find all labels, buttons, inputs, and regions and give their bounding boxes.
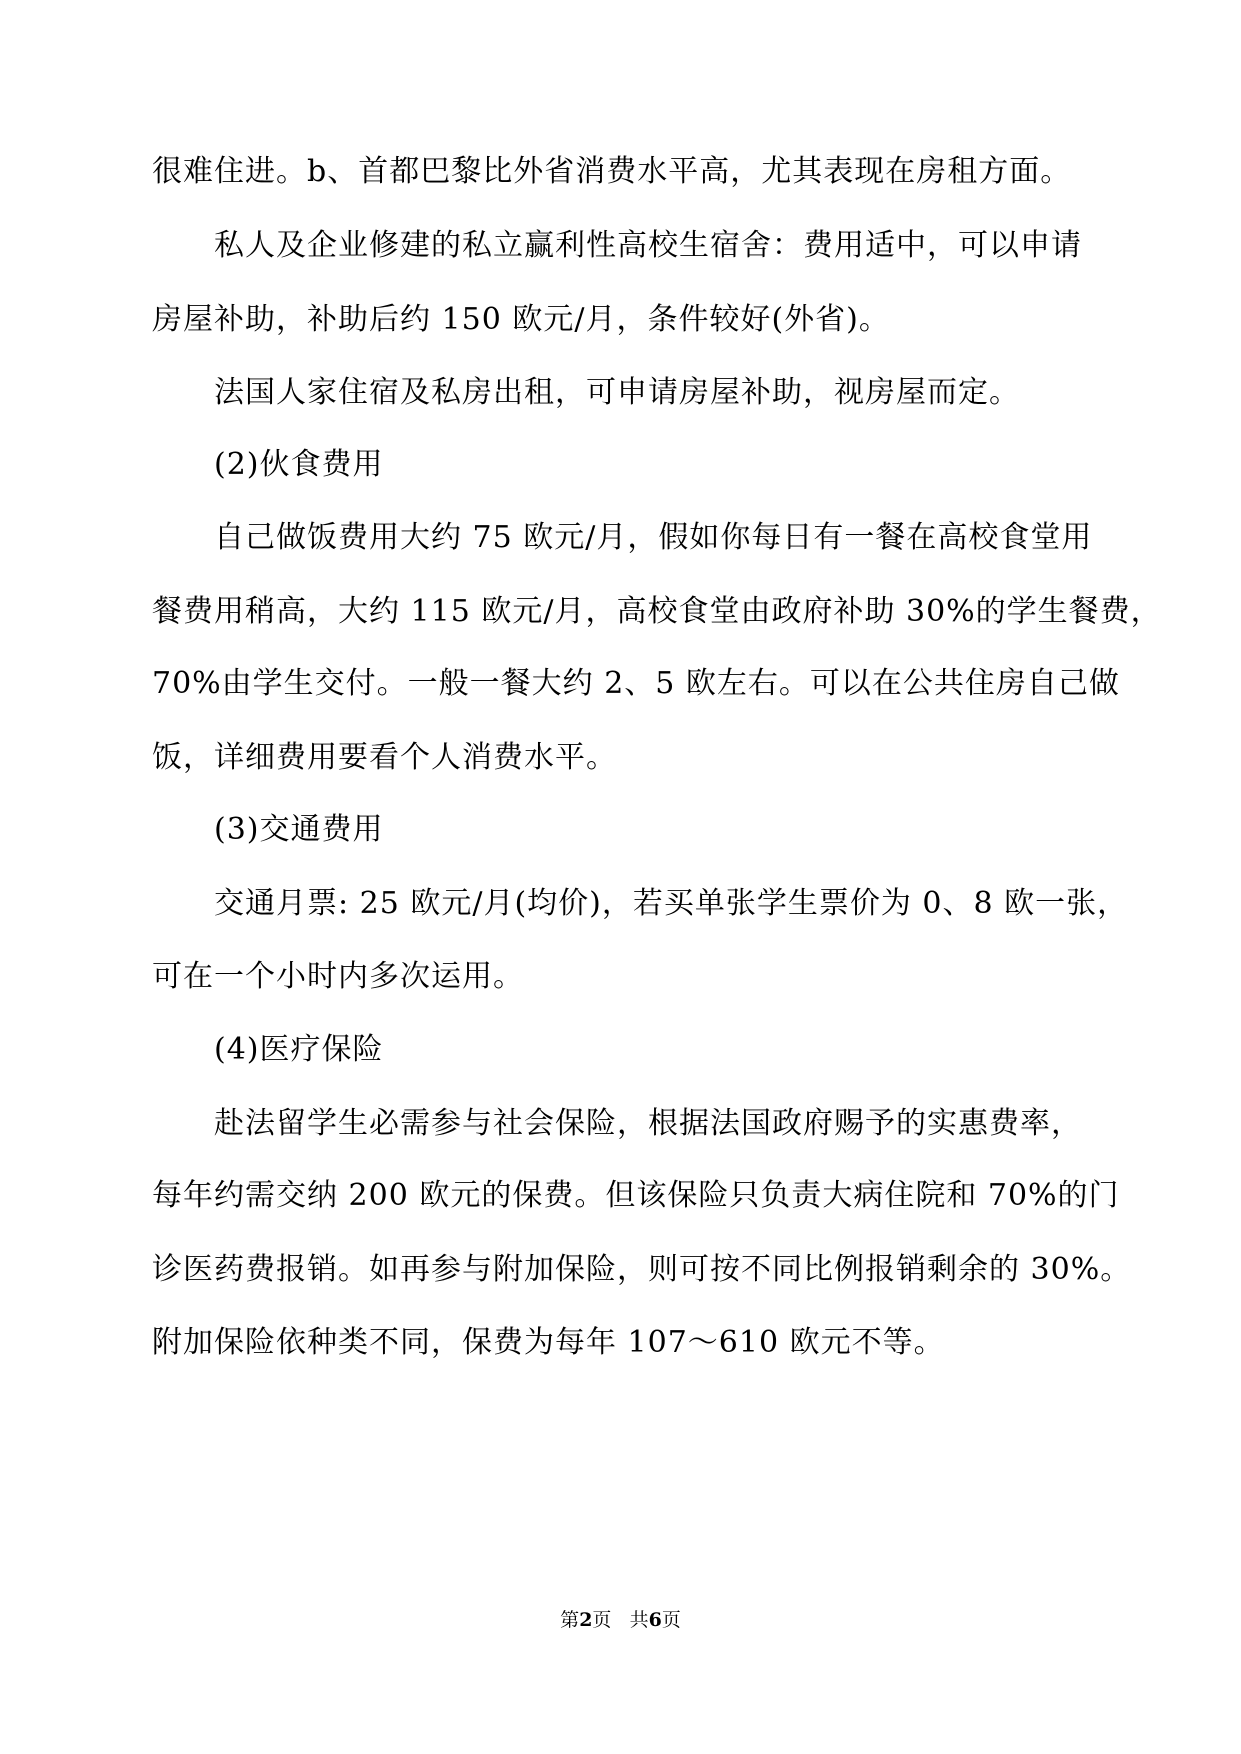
section-heading-food: (2)伙食费用	[214, 447, 384, 482]
text-line-8: 70%由学生交付。一般一餐大约 2、5 欧左右。可以在公共住房自己做	[152, 666, 1120, 701]
text-line-9: 饭，详细费用要看个人消费水平。	[152, 740, 617, 775]
footer-total-prefix: 共	[629, 1609, 649, 1631]
text-line-12: 可在一个小时内多次运用。	[152, 959, 524, 994]
footer-total-number: 6	[648, 1609, 662, 1631]
footer-page-number: 2	[579, 1609, 593, 1631]
text-line-7: 餐费用稍高，大约 115 欧元/月，高校食堂由政府补助 30%的学生餐费，	[152, 594, 1162, 629]
text-line-15: 每年约需交纳 200 欧元的保费。但该保险只负责大病住院和 70%的门	[152, 1178, 1120, 1213]
text-line-11: 交通月票: 25 欧元/月(均价)，若买单张学生票价为 0、8 欧一张，	[214, 886, 1129, 921]
text-line-2: 私人及企业修建的私立赢利性高校生宿舍：费用适中，可以申请	[214, 228, 1082, 263]
footer-page-prefix: 第	[560, 1609, 580, 1631]
text-line-16: 诊医药费报销。如再参与附加保险，则可按不同比例报销剩余的 30%。	[152, 1252, 1132, 1287]
text-line-1: 很难住进。b、首都巴黎比外省消费水平高，尤其表现在房租方面。	[152, 154, 1072, 189]
text-line-4: 法国人家住宿及私房出租，可申请房屋补助，视房屋而定。	[214, 375, 1020, 410]
page-footer	[0, 1607, 1241, 1633]
text-line-3: 房屋补助，补助后约 150 欧元/月，条件较好(外省)。	[152, 302, 890, 337]
footer-total-suffix: 页	[661, 1609, 681, 1631]
text-line-14: 赴法留学生必需参与社会保险，根据法国政府赐予的实惠费率，	[214, 1106, 1082, 1141]
text-line-17: 附加保险依种类不同，保费为每年 107～610 欧元不等。	[152, 1325, 945, 1360]
section-heading-transport: (3)交通费用	[214, 812, 384, 847]
footer-page-suffix: 页	[592, 1609, 612, 1631]
text-line-6: 自己做饭费用大约 75 欧元/月，假如你每日有一餐在高校食堂用	[214, 520, 1093, 555]
section-heading-medical: (4)医疗保险	[214, 1032, 384, 1067]
